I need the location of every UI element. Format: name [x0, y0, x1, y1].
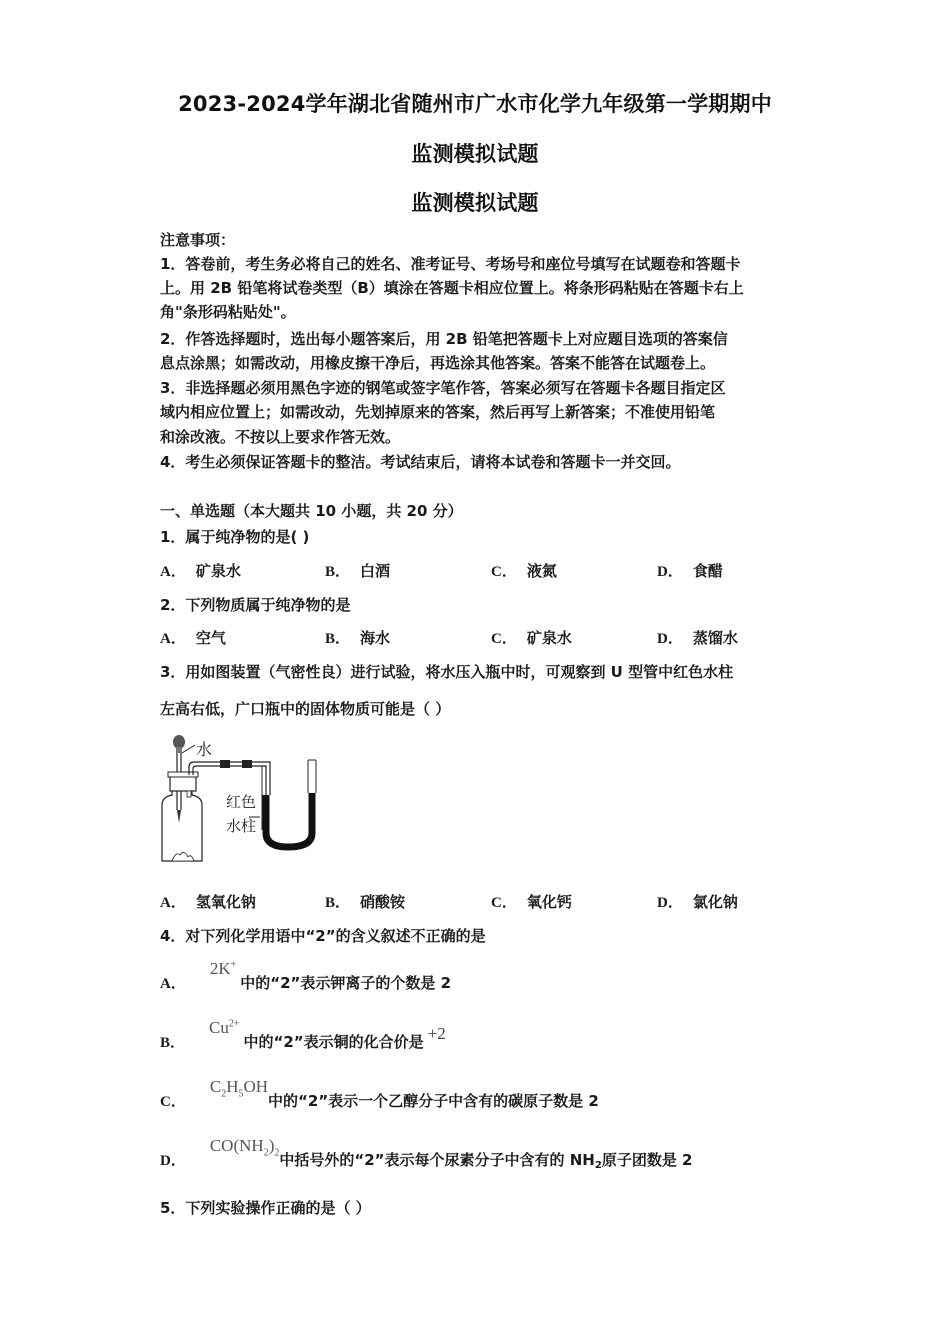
option-text: 液氮: [526, 562, 557, 580]
question-stem-line-2: 左高右低，广口瓶中的固体物质可能是（ ）: [160, 700, 451, 718]
option-b[interactable]: [160, 1018, 446, 1052]
option-d[interactable]: [657, 891, 738, 912]
option-text: 空气: [195, 629, 226, 647]
option-letter: D．: [657, 631, 683, 647]
section-heading: 一、单选题（本大题共 10 小题，共 20 分）: [160, 502, 463, 520]
option-text: 矿泉水: [195, 562, 241, 580]
option-c[interactable]: [491, 627, 572, 648]
notice-line: 上。用 2B 铅笔将试卷类型（B）填涂在答题卡相应位置上。将条形码粘贴在答题卡右上: [160, 279, 744, 297]
option-a[interactable]: [160, 627, 226, 648]
option-text: 白酒: [360, 562, 391, 580]
question-stem: 1．属于纯净物的是( ): [160, 528, 310, 546]
notice-line: 3．非选择题必须用黑色字迹的钢笔或签字笔作答，答案必须写在答题卡各题目指定区: [160, 379, 726, 397]
option-letter: A．: [160, 631, 186, 647]
option-d[interactable]: [160, 1136, 693, 1172]
option-a[interactable]: [160, 560, 241, 581]
formula-ethanol: $C_2H_5OH$: [209, 1077, 269, 1100]
valence-value: +2: [427, 1024, 446, 1043]
apparatus-diagram: [150, 725, 350, 870]
option-letter: A．: [160, 564, 186, 580]
notice-line: 4．考生必须保证答题卡的整洁。考试结束后，请将本试卷和答题卡一并交回。: [160, 453, 681, 471]
option-letter: C．: [491, 631, 517, 647]
option-letter: B．: [325, 895, 351, 911]
option-a[interactable]: [160, 891, 256, 912]
option-text: 氧化钙: [526, 893, 572, 911]
question-stem-line-1: 3．用如图装置（气密性良）进行试验，将水压入瓶中时，可观察到 U 型管中红色水柱: [160, 663, 734, 681]
notice-line: 角"条形码粘贴处"。: [160, 303, 296, 321]
option-c[interactable]: [160, 1077, 599, 1113]
option-text: 中的“2”表示铜的化合价是: [243, 1033, 424, 1051]
option-letter: B．: [160, 1035, 186, 1051]
option-letter: B．: [325, 631, 351, 647]
option-c[interactable]: [491, 891, 572, 912]
option-text: 硝酸铵: [360, 893, 406, 911]
formula-cu-2plus: $Cu^{2+}$: [209, 1018, 240, 1037]
document-title-line-1: 2023-2024学年湖北省随州市广水市化学九年级第一学期期中: [178, 92, 772, 116]
notice-line: 1．答卷前，考生务必将自己的姓名、准考证号、考场号和座位号填写在试题卷和答题卡: [160, 255, 741, 273]
option-c[interactable]: [491, 560, 557, 581]
dropper-bulb-icon: [173, 735, 185, 749]
question-stem: 2．下列物质属于纯净物的是: [160, 596, 351, 614]
option-letter: C．: [491, 564, 517, 580]
option-letter: C．: [491, 895, 517, 911]
question-stem: 5．下列实验操作正确的是（ ）: [160, 1199, 371, 1217]
option-b[interactable]: [325, 627, 390, 648]
option-letter: D．: [160, 1153, 186, 1169]
document-title-line-2: 监测模拟试题: [411, 142, 539, 166]
option-a[interactable]: [160, 959, 452, 993]
option-text: 海水: [360, 629, 391, 647]
option-text: 蒸馏水: [692, 629, 738, 647]
option-text: 氯化钠: [692, 893, 738, 911]
option-letter: C．: [160, 1094, 186, 1110]
option-letter: A．: [160, 895, 186, 911]
option-text: 中的“2”表示一个乙醇分子中含有的碳原子数是 2: [268, 1092, 599, 1110]
option-letter: D．: [657, 895, 683, 911]
option-letter: D．: [657, 564, 683, 580]
formula-2k-plus: 2K+: [209, 959, 237, 978]
option-letter: B．: [325, 564, 351, 580]
option-letter: A．: [160, 976, 186, 992]
option-text: 食醋: [692, 562, 723, 580]
option-text: 中括号外的“2”表示每个尿素分子中含有的 $NH_2$原子团数是 2: [279, 1151, 693, 1171]
option-text: 氢氧化钠: [195, 893, 256, 911]
label-water: 水: [196, 740, 213, 759]
option-d[interactable]: [657, 560, 723, 581]
notice-heading: 注意事项：: [160, 231, 236, 249]
formula-urea: $CO(NH_2)_2$: [209, 1136, 280, 1159]
option-b[interactable]: [325, 891, 405, 912]
label-red-1: 红色: [226, 793, 257, 811]
notice-line: 息点涂黑；如需改动，用橡皮擦干净后，再选涂其他答案。答案不能答在试题卷上。: [160, 354, 716, 372]
notice-line: 域内相应位置上；如需改动，先划掉原来的答案，然后再写上新答案；不准使用铅笔: [160, 403, 716, 421]
document-title-line-3: 监测模拟试题: [411, 191, 539, 215]
option-d[interactable]: [657, 627, 738, 648]
notice-line: 2．作答选择题时，选出每小题答案后，用 2B 铅笔把答题卡上对应题目选项的答案信: [160, 330, 728, 348]
label-red-2: 水柱: [226, 817, 257, 835]
question-stem: 4．对下列化学用语中“2”的含义叙述不正确的是: [160, 927, 486, 945]
option-b[interactable]: [325, 560, 390, 581]
option-text: 矿泉水: [526, 629, 572, 647]
notice-line: 和涂改液。不按以上要求作答无效。: [160, 428, 401, 446]
option-text: 中的“2”表示钾离子的个数是 2: [240, 974, 452, 992]
